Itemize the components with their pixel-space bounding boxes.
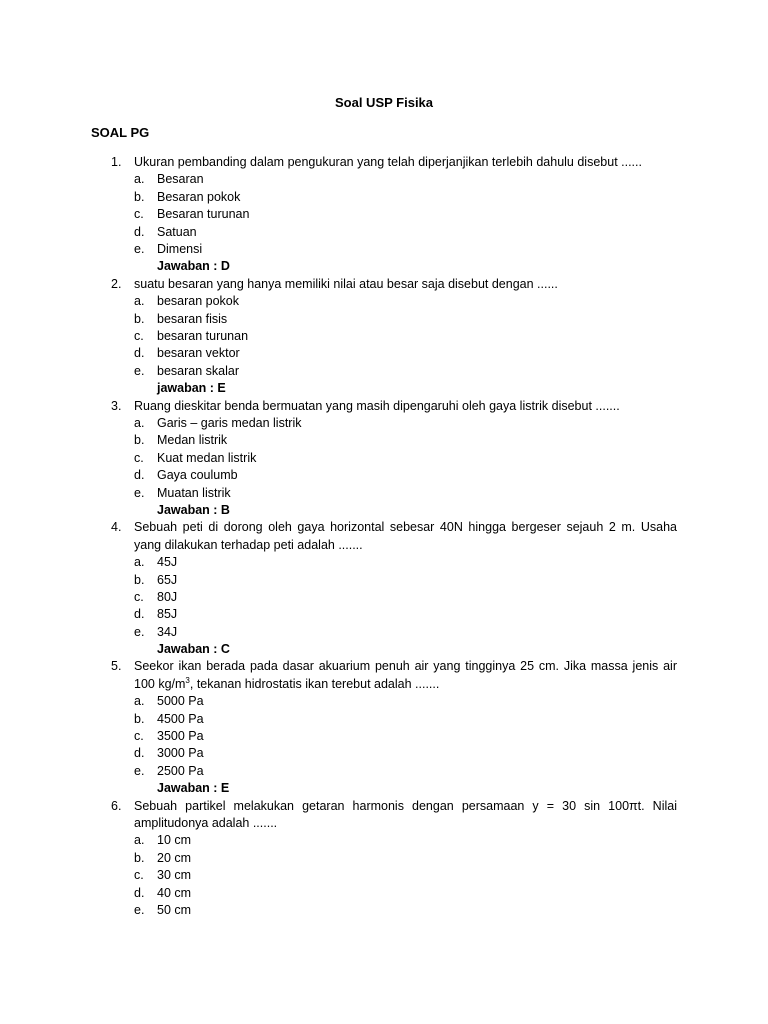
option-letter: e. — [134, 763, 145, 778]
option-e — [134, 624, 677, 641]
option-letter: c. — [134, 729, 144, 744]
question-list — [111, 154, 677, 919]
question-3 — [111, 398, 677, 520]
option-text: besaran pokok — [157, 294, 240, 309]
option-text: 40 cm — [157, 885, 192, 900]
option-text: 80J — [157, 589, 178, 604]
option-text: 5000 Pa — [157, 694, 204, 709]
question-number: 2. — [111, 276, 122, 291]
option-text: Besaran turunan — [157, 207, 250, 222]
option-letter: b. — [134, 711, 145, 726]
question-text-main: Seekor ikan berada pada dasar akuarium penuh air yang tingginya 25 cm. Jika massa jenis air 100 kg/m — [134, 659, 677, 691]
option-list — [134, 293, 677, 380]
option-b — [134, 189, 677, 206]
option-e — [134, 485, 677, 502]
option-letter: c. — [134, 589, 144, 604]
option-a — [134, 554, 677, 571]
question-text — [134, 658, 677, 693]
option-letter: a. — [134, 172, 145, 187]
option-b — [134, 432, 677, 449]
option-letter: a. — [134, 694, 145, 709]
option-text: besaran fisis — [157, 311, 228, 326]
option-letter: a. — [134, 294, 145, 309]
option-letter: c. — [134, 328, 144, 343]
option-d — [134, 606, 677, 623]
option-c — [134, 589, 677, 606]
option-b — [134, 850, 677, 867]
option-b — [134, 711, 677, 728]
option-text: Dimensi — [157, 241, 203, 256]
option-text: 2500 Pa — [157, 763, 204, 778]
option-text: Satuan — [157, 224, 197, 239]
question-number: 3. — [111, 398, 122, 413]
answer-key: jawaban : E — [157, 381, 226, 396]
option-text: 85J — [157, 607, 178, 622]
section-heading: SOAL PG — [91, 125, 150, 140]
option-letter: b. — [134, 572, 145, 587]
option-list — [134, 554, 677, 641]
option-text: Besaran pokok — [157, 189, 241, 204]
answer-key: Jawaban : E — [157, 781, 230, 796]
option-text: 50 cm — [157, 903, 192, 918]
option-text: 65J — [157, 572, 178, 587]
option-text: 45J — [157, 555, 178, 570]
option-text: besaran vektor — [157, 346, 240, 361]
option-letter: b. — [134, 189, 145, 204]
option-letter: c. — [134, 868, 144, 883]
question-text: Ruang dieskitar benda bermuatan yang masih dipengaruhi oleh gaya listrik disebut ....... — [134, 398, 620, 413]
option-letter: e. — [134, 903, 145, 918]
option-text: Garis – garis medan listrik — [157, 415, 302, 430]
option-c — [134, 728, 677, 745]
option-letter: b. — [134, 311, 145, 326]
option-list — [134, 832, 677, 919]
option-d — [134, 885, 677, 902]
option-text: 10 cm — [157, 833, 192, 848]
option-c — [134, 328, 677, 345]
option-letter: c. — [134, 207, 144, 222]
option-a — [134, 293, 677, 310]
option-text: 34J — [157, 624, 178, 639]
question-text-tail: , tekanan hidrostatis ikan terebut adalah ....... — [189, 676, 440, 691]
question-text: suatu besaran yang hanya memiliki nilai atau besar saja disebut dengan ...... — [134, 276, 558, 291]
question-text: Ukuran pembanding dalam pengukuran yang telah diperjanjikan terlebih dahulu disebut ...... — [134, 155, 642, 169]
option-letter: d. — [134, 746, 145, 761]
option-b — [134, 572, 677, 589]
option-letter: d. — [134, 346, 145, 361]
option-a — [134, 171, 677, 188]
option-d — [134, 467, 677, 484]
option-letter: d. — [134, 607, 145, 622]
option-e — [134, 363, 677, 380]
answer-key: Jawaban : C — [157, 642, 230, 657]
question-number: 5. — [111, 659, 122, 674]
option-text: 20 cm — [157, 850, 192, 865]
option-a — [134, 415, 677, 432]
question-4 — [111, 519, 677, 658]
option-text: 30 cm — [157, 868, 192, 883]
question-6 — [111, 798, 677, 920]
option-letter: c. — [134, 450, 144, 465]
option-text: Muatan listrik — [157, 485, 231, 500]
question-1 — [111, 154, 677, 276]
option-text: Gaya coulumb — [157, 468, 238, 483]
option-letter: a. — [134, 555, 145, 570]
option-letter: d. — [134, 468, 145, 483]
option-letter: b. — [134, 433, 145, 448]
answer-key: Jawaban : D — [157, 259, 230, 274]
question-number: 1. — [111, 155, 122, 169]
option-letter: b. — [134, 850, 145, 865]
option-a — [134, 693, 677, 710]
page-title: Soal USP Fisika — [334, 95, 434, 110]
option-list — [134, 693, 677, 780]
option-d — [134, 745, 677, 762]
option-text: Kuat medan listrik — [157, 450, 257, 465]
question-number: 4. — [111, 520, 122, 535]
option-b — [134, 311, 677, 328]
superscript-exponent: 3 — [185, 675, 190, 685]
option-c — [134, 206, 677, 223]
question-text: Sebuah peti di dorong oleh gaya horizontal sebesar 40N hingga bergeser sejauh 2 m. Usaha yang dilakukan terhadap peti adalah ....... — [134, 520, 677, 552]
option-e — [134, 241, 677, 258]
option-text: Besaran — [157, 172, 204, 187]
option-d — [134, 224, 677, 241]
question-text: Sebuah partikel melakukan getaran harmonis dengan persamaan y = 30 sin 100πt. Nilai amplitudonya adalah ....... — [134, 798, 677, 831]
option-text: 3000 Pa — [157, 746, 204, 761]
option-text: 3500 Pa — [157, 729, 204, 744]
option-d — [134, 345, 677, 362]
option-letter: e. — [134, 241, 145, 256]
option-letter: a. — [134, 415, 145, 430]
option-list — [134, 415, 677, 502]
answer-key: Jawaban : B — [157, 502, 230, 517]
option-a — [134, 832, 677, 849]
option-letter: e. — [134, 485, 145, 500]
option-letter: d. — [134, 224, 145, 239]
question-2 — [111, 276, 677, 398]
option-letter: e. — [134, 624, 145, 639]
option-letter: d. — [134, 885, 145, 900]
option-letter: a. — [134, 833, 145, 848]
option-c — [134, 450, 677, 467]
option-list — [134, 171, 677, 258]
question-5 — [111, 658, 677, 797]
option-c — [134, 867, 677, 884]
option-text: besaran turunan — [157, 328, 249, 343]
option-e — [134, 902, 677, 919]
option-letter: e. — [134, 363, 145, 378]
option-e — [134, 763, 677, 780]
option-text: Medan listrik — [157, 433, 228, 448]
option-text: 4500 Pa — [157, 711, 204, 726]
question-number: 6. — [111, 798, 122, 813]
option-text: besaran skalar — [157, 363, 239, 378]
